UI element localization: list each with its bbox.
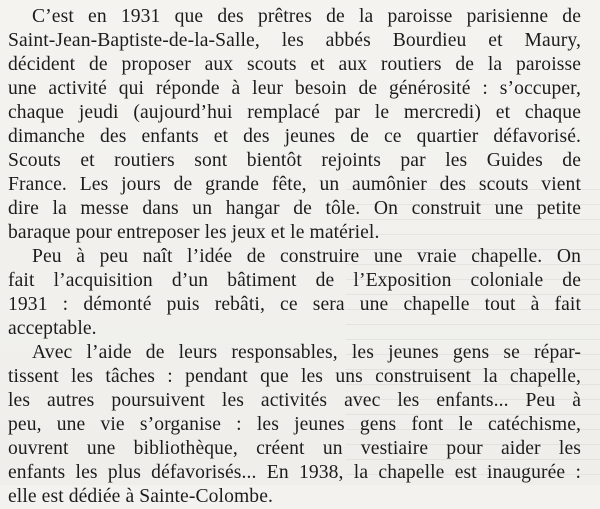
paragraph-1-line-6: dimanche des enfants et des jeunes de ce quartier défavorisé. <box>8 126 581 147</box>
paragraph-3-line-1: Avec l’aide de leurs responsables, les jeunes gens se répar- <box>32 342 581 363</box>
paragraph-3-line-2: tissent les tâches : pendant que les uns construisent la chapelle, <box>8 366 581 387</box>
paragraph-1-line-7: Scouts et routiers sont bientôt rejoints par les Guides de <box>8 150 581 171</box>
paragraph-2-line-2: fait l’acquisition d’un bâtiment de l’Exposition coloniale de <box>8 270 581 291</box>
paragraph-1-line-8: France. Les jours de grande fête, un aumônier des scouts vient <box>8 174 581 195</box>
paragraph-1-line-9: dire la messe dans un hangar de tôle. On construit une petite <box>8 198 581 219</box>
paragraph-2-line-3: 1931 : démonté puis rebâti, ce sera une chapelle tout à fait <box>8 294 581 315</box>
paragraph-2-line-1: Peu à peu naît l’idée de construire une vraie chapelle. On <box>32 246 581 267</box>
paragraph-1-line-5: chaque jeudi (aujourd’hui remplacé par le mercredi) et chaque <box>8 102 581 123</box>
paragraph-3-line-7: elle est dédiée à Sainte-Colombe. <box>8 486 274 507</box>
paragraph-2-line-4: acceptable. <box>8 318 97 339</box>
paragraph-1-line-3: décident de proposer aux scouts et aux routiers de la paroisse <box>8 54 581 75</box>
paragraph-1-line-4: une activité qui réponde à leur besoin de générosité : s’occuper, <box>8 78 581 99</box>
paragraph-3-line-3: les autres poursuivent les activités avec les enfants... Peu à <box>8 390 581 411</box>
paragraph-3-line-5: ouvrent une bibliothèque, créent un vestiaire pour aider les <box>8 438 581 459</box>
paragraph-1-line-1: C’est en 1931 que des prêtres de la paroisse parisienne de <box>32 6 581 27</box>
paragraph-3-line-6: enfants les plus défavorisés... En 1938, la chapelle est inaugurée : <box>8 462 581 483</box>
paragraph-1-line-10: baraque pour entreposer les jeux et le matériel. <box>8 222 380 243</box>
paragraph-1-line-2: Saint-Jean-Baptiste-de-la-Salle, les abbés Bourdieu et Maury, <box>8 30 581 51</box>
paragraph-3-line-4: peu, une vie s’organise : les jeunes gens font le catéchisme, <box>8 414 581 435</box>
